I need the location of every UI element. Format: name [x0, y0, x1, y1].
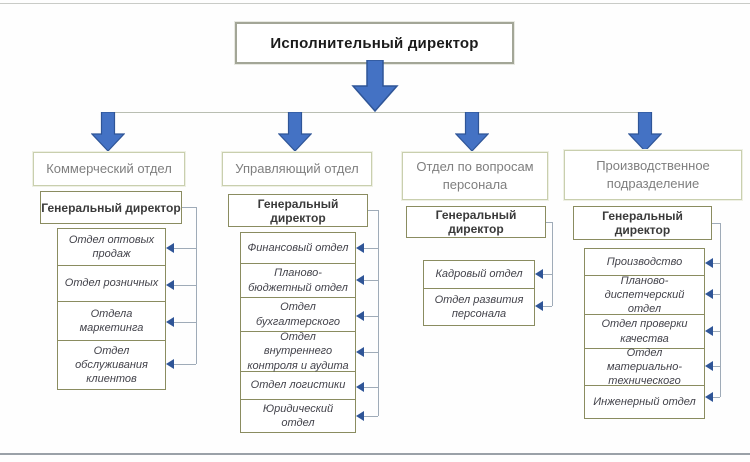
connector-line — [543, 306, 552, 307]
left-arrowhead-icon — [535, 301, 543, 311]
dept-header-label: Отдел по вопросам персонала — [416, 159, 534, 192]
connector-line — [174, 285, 196, 286]
org-item: Отдел бухгалтерского — [241, 298, 355, 332]
org-item: Финансовый отдел — [241, 233, 355, 264]
org-item: Отдел материально-технического — [585, 349, 704, 386]
connector-line — [713, 366, 720, 367]
connector-line — [713, 397, 720, 398]
connector-line — [364, 248, 378, 249]
down-arrow-icon — [91, 112, 125, 152]
org-item: Производство — [585, 249, 704, 276]
director-label: Генеральный директор — [435, 208, 517, 236]
org-item: Отдел развития персонала — [434, 293, 524, 320]
down-arrow-icon — [628, 112, 662, 152]
connector-line — [713, 331, 720, 332]
bottom-rule — [0, 453, 750, 455]
left-arrowhead-icon — [166, 317, 174, 327]
down-arrow-icon — [455, 112, 489, 152]
dept-header-label: Управляющий отдел — [235, 161, 359, 177]
root-title: Исполнительный директор — [270, 34, 479, 52]
org-item: Планово-бюджетный отдел — [241, 264, 355, 298]
connector-line — [174, 364, 196, 365]
connector-line — [552, 222, 553, 306]
connector-line — [364, 352, 378, 353]
items-table — [240, 232, 356, 433]
org-item: Отдел оптовых продаж — [58, 229, 165, 266]
org-item: Отдел внутреннего контроля и аудита — [241, 332, 355, 372]
director-label: Генеральный директор — [602, 209, 683, 237]
left-arrowhead-icon — [356, 275, 364, 285]
items-table — [584, 248, 705, 419]
connector-line — [364, 387, 378, 388]
connector-line — [182, 207, 196, 208]
org-item: Отдел розничных — [58, 266, 165, 302]
org-item: Планово-диспетчерский отдел — [585, 276, 704, 315]
org-item: Юридический отдел — [262, 402, 334, 429]
left-arrowhead-icon — [166, 243, 174, 253]
connector-line — [713, 263, 720, 264]
left-arrowhead-icon — [705, 392, 713, 402]
org-item: Отдел логистики — [241, 372, 355, 400]
left-arrowhead-icon — [705, 361, 713, 371]
left-arrowhead-icon — [356, 347, 364, 357]
director-label: Генеральный директор — [257, 196, 339, 225]
dept-header-commercial — [33, 152, 185, 186]
connector-line — [364, 280, 378, 281]
org-item: Кадровый отдел — [424, 261, 534, 289]
connector-line — [196, 207, 197, 364]
dept-header-production — [564, 150, 742, 200]
connector-line — [712, 223, 720, 224]
left-arrowhead-icon — [356, 382, 364, 392]
connector-line — [713, 294, 720, 295]
items-table — [423, 260, 535, 326]
org-item: Инженерный отдел — [593, 395, 696, 408]
connector-line — [543, 274, 552, 275]
connector-line — [364, 416, 378, 417]
left-arrowhead-icon — [356, 243, 364, 253]
left-arrowhead-icon — [166, 280, 174, 290]
org-item: Отдел проверки качества — [585, 315, 704, 349]
down-arrow-icon — [278, 112, 312, 152]
connector-line — [174, 322, 196, 323]
left-arrowhead-icon — [356, 311, 364, 321]
left-arrowhead-icon — [705, 326, 713, 336]
org-item: Отдел обслуживания клиентов — [75, 344, 148, 386]
director-box — [406, 206, 546, 238]
org-item: Отдела маркетинга — [58, 302, 165, 341]
left-arrowhead-icon — [535, 269, 543, 279]
connector-line — [720, 223, 721, 397]
left-arrowhead-icon — [356, 411, 364, 421]
dept-header-managing — [222, 152, 372, 186]
director-label: Генеральный директор — [41, 200, 181, 215]
top-rule — [0, 3, 750, 4]
director-box — [573, 206, 712, 240]
dept-header-label: Коммерческий отдел — [46, 161, 172, 177]
connector-line — [364, 316, 378, 317]
director-box — [228, 194, 368, 227]
down-arrow-icon — [345, 60, 405, 112]
left-arrowhead-icon — [705, 289, 713, 299]
left-arrowhead-icon — [166, 359, 174, 369]
left-arrowhead-icon — [705, 258, 713, 268]
dept-header-personnel — [402, 152, 548, 200]
root-node — [235, 22, 514, 64]
connector-line — [368, 210, 378, 211]
connector-line — [378, 210, 379, 416]
distribution-line — [108, 112, 645, 113]
dept-header-label: Производственное подразделение — [596, 158, 710, 191]
items-table — [57, 228, 166, 390]
director-box — [40, 191, 182, 224]
connector-line — [174, 248, 196, 249]
